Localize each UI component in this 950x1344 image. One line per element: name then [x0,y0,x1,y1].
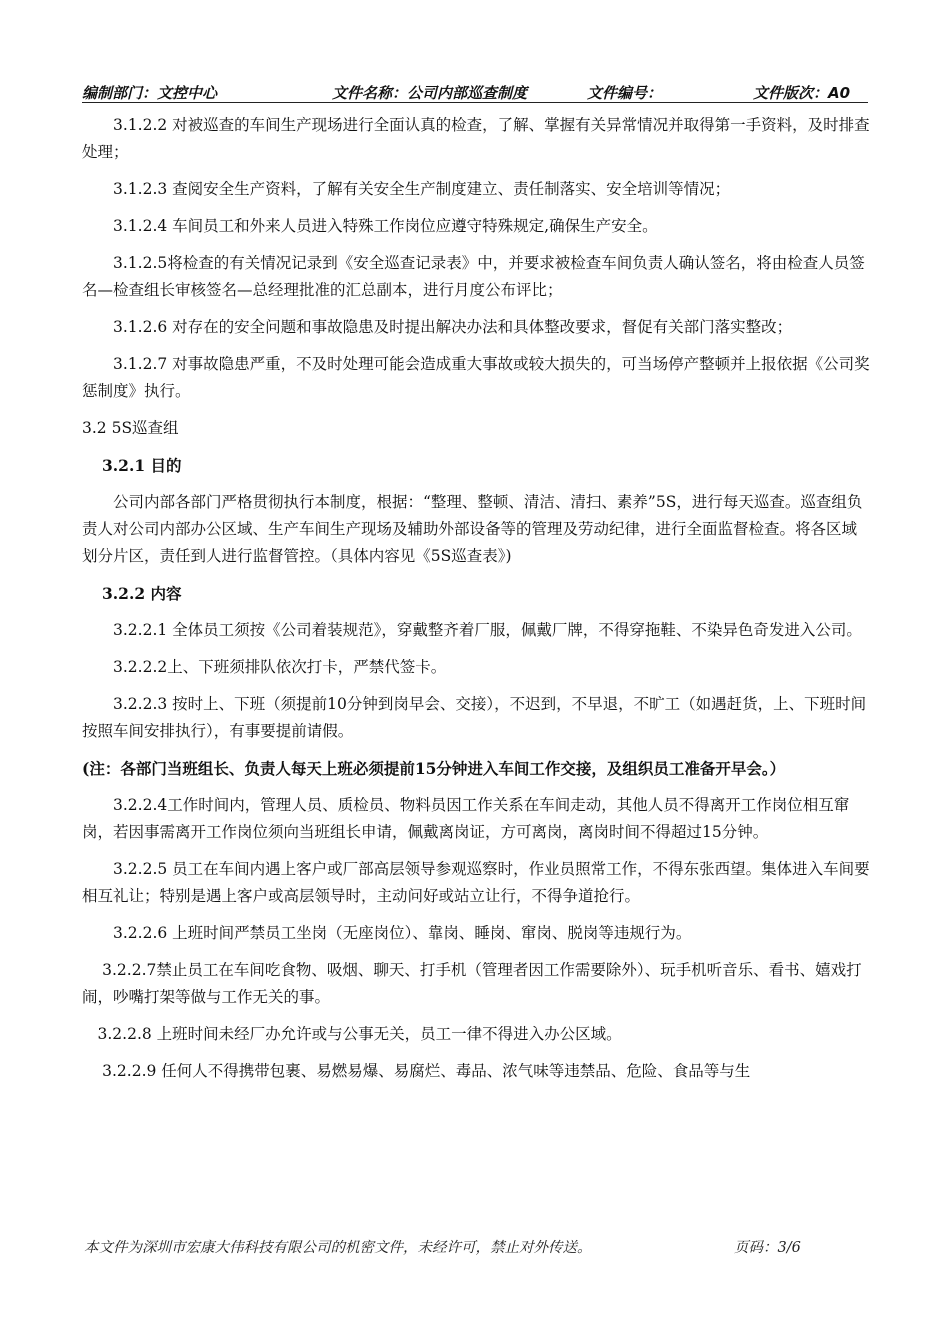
paragraph-3-2-2-5: 3.2.2.5 员工在车间内遇上客户或厂部高层领导参观巡察时，作业员照常工作，不得东张西望。集体进入车间要相互礼让；特别是遇上客户或高层领导时，主动问好或站立让行，不得争道抢行。 [82,860,870,905]
paragraph-3-2-2-1: 3.2.2.1 全体员工须按《公司着装规范》，穿戴整齐着厂服，佩戴厂牌，不得穿拖鞋、不染异色奇发进入公司。 [113,621,862,639]
section-heading-3-2: 3.2 5S巡查组 [82,419,179,437]
paragraph-3-2-2-3: 3.2.2.3 按时上、下班（须提前10分钟到岗早会、交接），不迟到，不早退，不旷工（如遇赶货，上、下班时间按照车间安排执行），有事要提前请假。 [82,695,867,740]
paragraph-3-1-2-5: 3.1.2.5将检查的有关情况记录到《安全巡查记录表》中，并要求被检查车间负责人确认签名，将由检查人员签名—检查组长审核签名—总经理批准的汇总副本，进行月度公布评比； [82,254,865,299]
header-version: 文件版次：A0 [753,84,851,102]
footer-confidential-notice: 本文件为深圳市宏康大伟科技有限公司的机密文件，未经许可，禁止对外传送。 [84,1240,592,1256]
note-paragraph: (注：各部门当班组长、负责人每天上班必须提前15分钟进入车间工作交接，及组织员工准备开早会。） [82,759,786,778]
paragraph-3-1-2-7: 3.1.2.7 对事故隐患严重，不及时处理可能会造成重大事故或较大损失的，可当场停产整顿并上报依据《公司奖惩制度》执行。 [82,355,870,400]
page-footer [84,1236,864,1257]
paragraph-3-1-2-2: 3.1.2.2 对被巡查的车间生产现场进行全面认真的检查，了解、掌握有关异常情况并取得第一手资料，及时排查处理； [82,116,870,161]
paragraph-3-1-2-3: 3.1.2.3 查阅安全生产资料，了解有关安全生产制度建立、责任制落实、安全培训等情况； [113,180,731,198]
footer-page-number: 页码：3/6 [734,1240,801,1256]
document-body [82,112,872,1095]
header-doc-name: 文件名称：公司内部巡查制度 [332,84,528,102]
page-header [82,80,868,103]
paragraph-3-1-2-4: 3.1.2.4 车间员工和外来人员进入特殊工作岗位应遵守特殊规定,确保生产安全。 [113,217,658,235]
paragraph-3-2-2-6: 3.2.2.6 上班时间严禁员工坐岗（无座岗位）、靠岗、睡岗、窜岗、脱岗等违规行为。 [113,924,692,942]
paragraph-3-2-2-9: 3.2.2.9 任何人不得携带包裹、易燃易爆、易腐烂、毒品、浓气味等违禁品、危险、食品等与生 [102,1062,751,1080]
paragraph-3-1-2-6: 3.1.2.6 对存在的安全问题和事故隐患及时提出解决办法和具体整改要求，督促有关部门落实整改； [113,318,793,336]
paragraph-purpose: 公司内部各部门严格贯彻执行本制度，根据：“整理、整顿、清洁、清扫、素养”5S，进行每天巡查。巡查组负责人对公司内部办公区域、生产车间生产现场及辅助外部设备等的管理及劳动纪律，进行全面监督检查。将各区域划分片区，责任到人进行监督管控。（具体内容见《5S巡查表》) [82,493,863,565]
paragraph-3-2-2-8: 3.2.2.8 上班时间未经厂办允许或与公事无关，员工一律不得进入办公区域。 [97,1025,622,1043]
header-doc-no: 文件编号： [587,84,663,102]
header-dept: 编制部门：文控中心 [82,84,218,102]
paragraph-3-2-2-4: 3.2.2.4工作时间内，管理人员、质检员、物料员因工作关系在车间走动，其他人员不得离开工作岗位相互窜岗，若因事需离开工作岗位须向当班组长申请，佩戴离岗证，方可离岗，离岗时间不得超过15分钟。 [82,796,850,841]
paragraph-3-2-2-7: 3.2.2.7禁止员工在车间吃食物、吸烟、聊天、打手机（管理者因工作需要除外）、玩手机听音乐、看书、嬉戏打闹，吵嘴打架等做与工作无关的事。 [82,961,862,1006]
subsection-heading-3-2-1: 3.2.1 目的 [102,456,182,475]
paragraph-3-2-2-2: 3.2.2.2上、下班须排队依次打卡，严禁代签卡。 [113,658,447,676]
subsection-heading-3-2-2: 3.2.2 内容 [102,584,182,603]
